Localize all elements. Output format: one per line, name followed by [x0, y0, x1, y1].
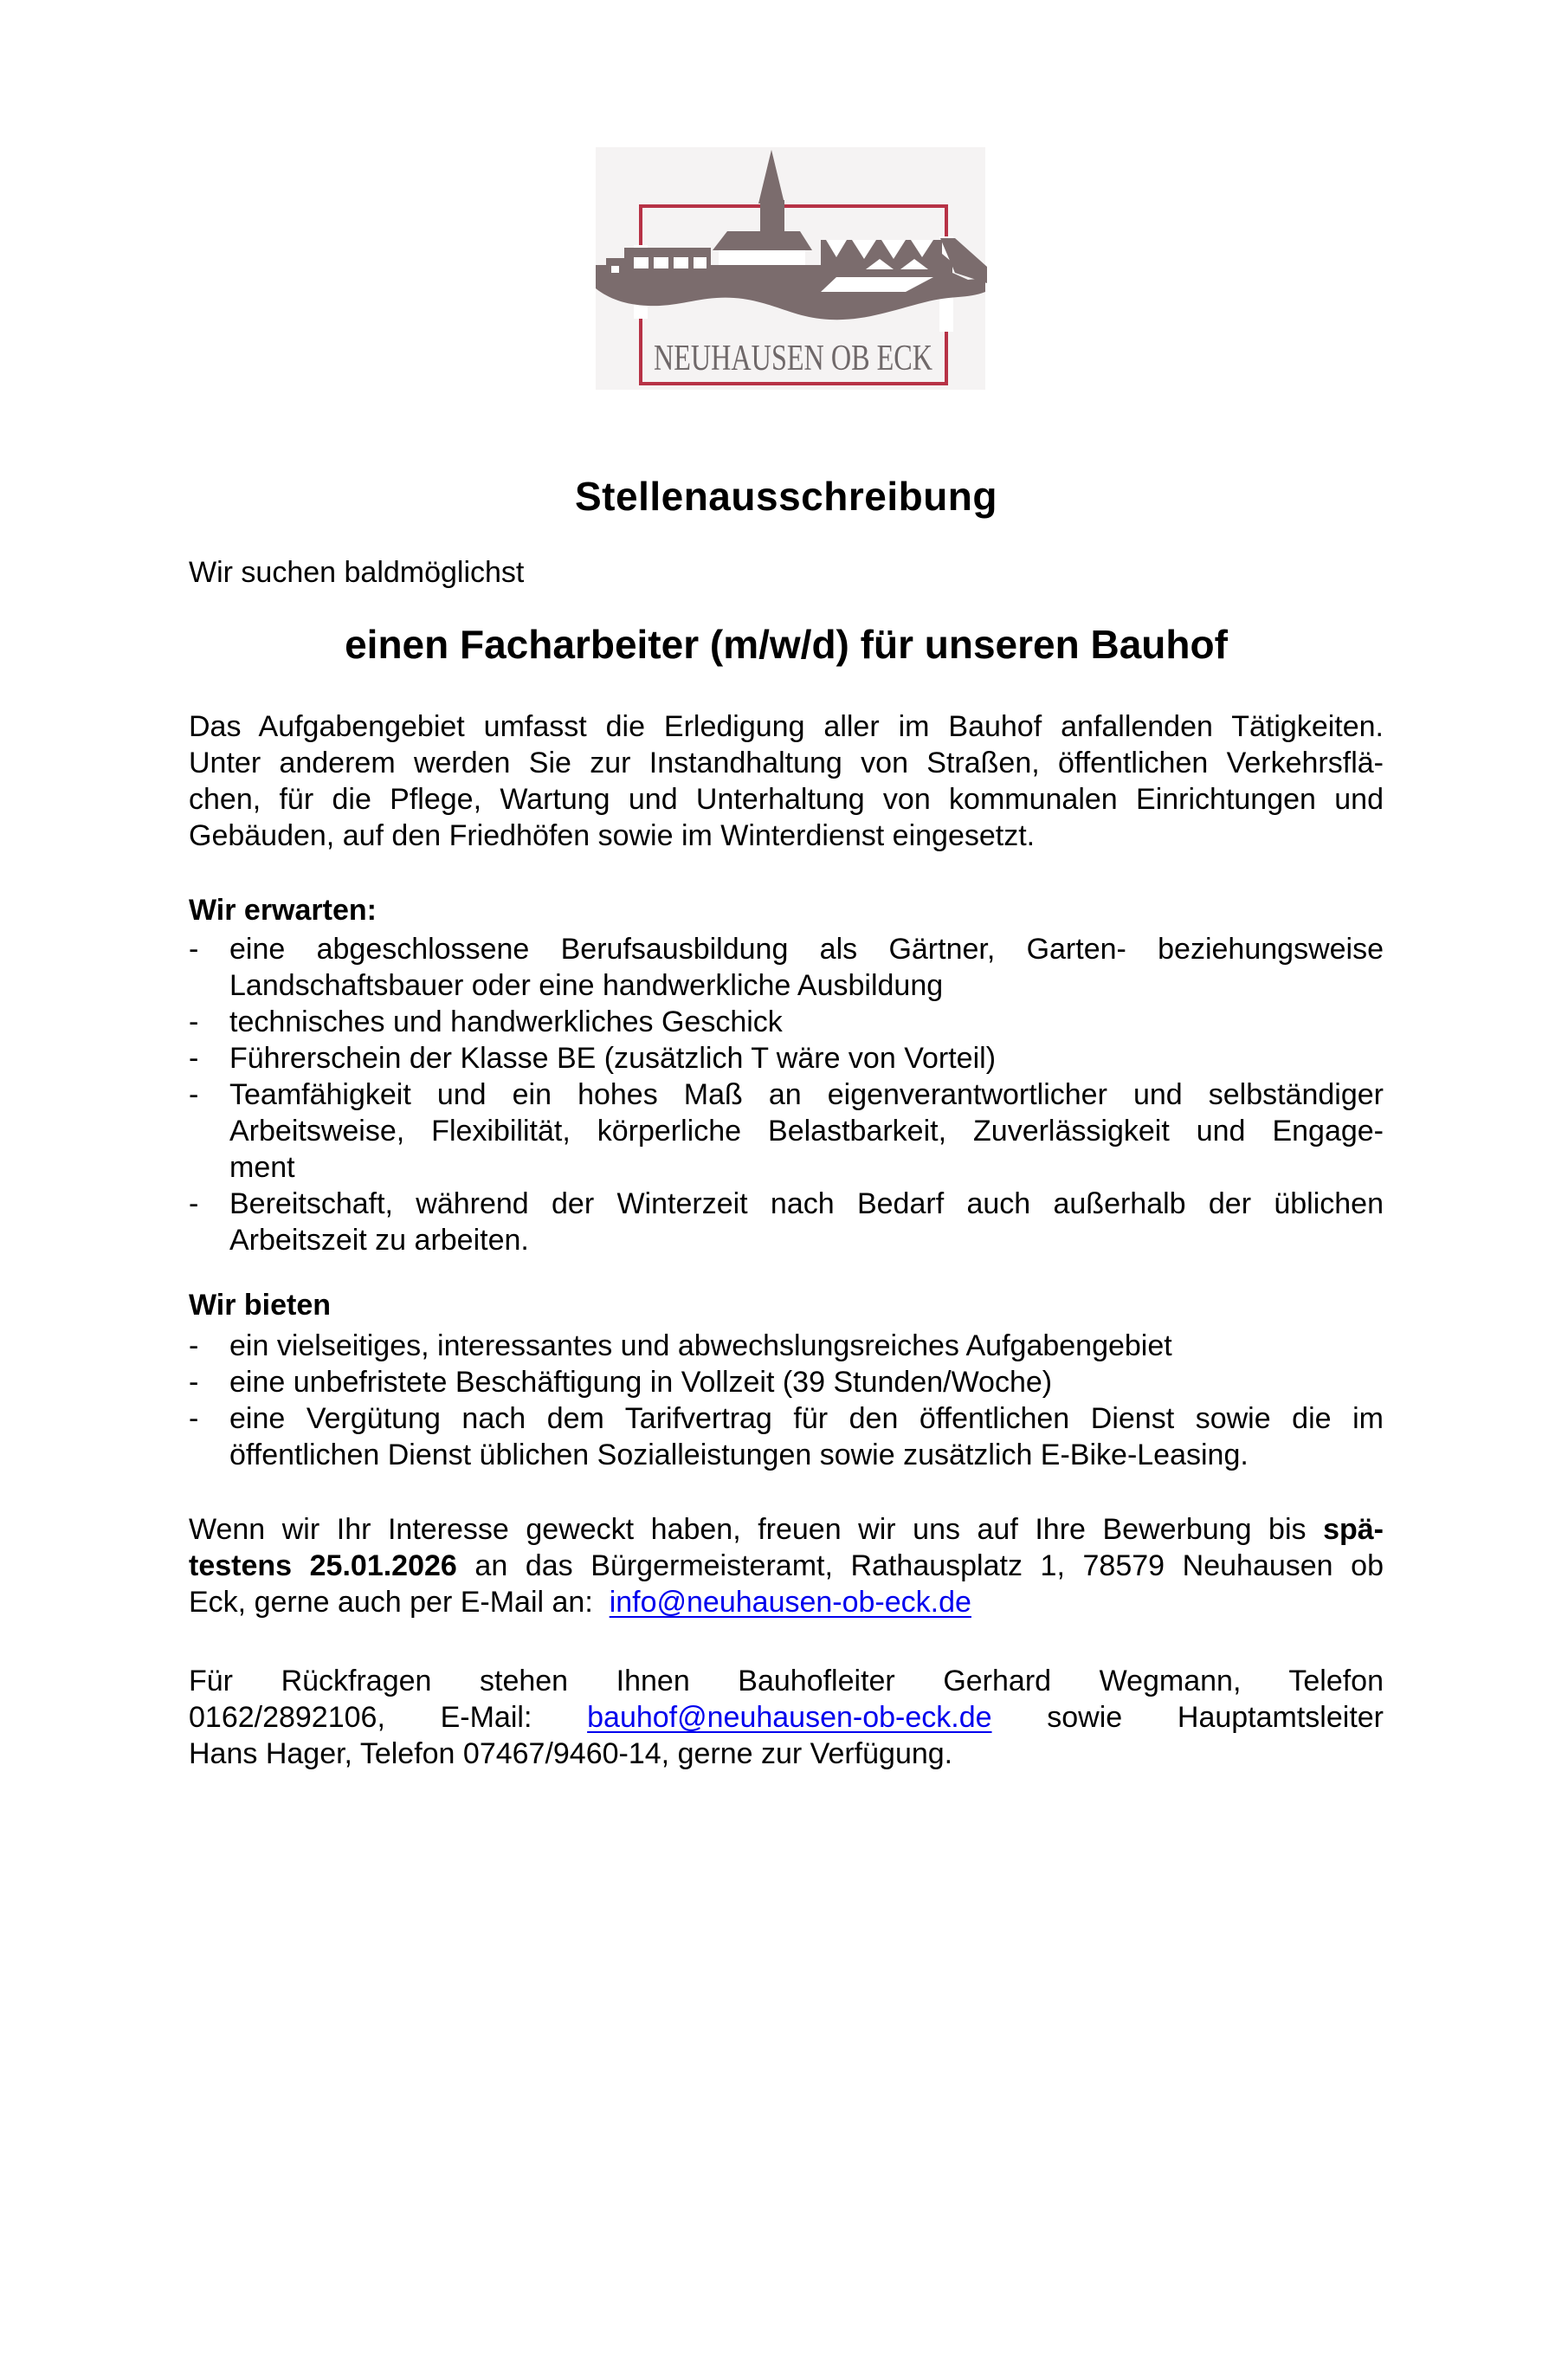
bullet-dash: -: [189, 933, 199, 966]
list-item: [189, 1328, 1384, 1364]
list-item: [189, 1040, 1384, 1077]
tasks-paragraph: [189, 708, 1384, 854]
municipality-logo: [561, 143, 1011, 403]
list-item-line: technisches und handwerkliches Geschick: [229, 1005, 783, 1038]
list-item-line: eine unbefristete Beschäftigung in Vollzeit (39 Stunden/Woche): [229, 1366, 1053, 1399]
bullet-dash: -: [189, 1078, 199, 1111]
logo-caption: NEUHAUSEN OB ECK: [654, 339, 932, 378]
list-item: [189, 931, 1384, 1004]
application-text: Wenn wir Ihr Interesse geweckt haben, freuen wir uns auf Ihre Bewerbung bis: [189, 1513, 1324, 1546]
list-item-line: eine Vergütung nach dem Tarifvertrag für den öffentlichen Dienst sowie die im: [229, 1402, 1384, 1435]
list-item-line: Teamfähigkeit und ein hohes Maß an eigenverantwortlicher und selbständiger: [229, 1078, 1384, 1111]
list-item: [189, 1364, 1384, 1400]
bullet-dash: -: [189, 1402, 199, 1435]
list-item-line: ment: [229, 1151, 295, 1184]
list-item-body: [229, 1077, 1384, 1186]
window-slit: [654, 257, 668, 268]
list-item-line: Landschaftsbauer oder eine handwerkliche Ausbildung: [229, 969, 944, 1002]
paragraph-line: Gebäuden, auf den Friedhöfen sowie im Winterdienst eingesetzt.: [189, 819, 1036, 852]
expectations-heading: Wir erwarten:: [189, 894, 377, 927]
list-item-body: [229, 1004, 1384, 1040]
document-page: [0, 143, 1568, 2360]
application-text: Eck, gerne auch per E-Mail an:: [189, 1586, 610, 1619]
list-item-line: Führerschein der Klasse BE (zusätzlich T wäre von Vorteil): [229, 1042, 997, 1075]
application-paragraph: [189, 1511, 1384, 1620]
list-item-line: öffentlichen Dienst üblichen Sozialleistungen sowie zusätzlich E-Bike-Leasing.: [229, 1439, 1249, 1471]
position-title: einen Facharbeiter (m/w/d) für unseren Bauhof: [345, 622, 1228, 667]
paragraph-line: [189, 1699, 1384, 1736]
bullet-dash: -: [189, 1005, 199, 1038]
window-slit: [694, 257, 707, 268]
list-item-body: [229, 1040, 1384, 1077]
church-wall: [719, 250, 805, 265]
list-item-body: [229, 1400, 1384, 1473]
list-item: [189, 1186, 1384, 1258]
list-item-line: Arbeitsweise, Flexibilität, körperliche Belastbarkeit, Zuverlässigkeit und Engage-: [229, 1115, 1384, 1148]
page-title: Stellenausschreibung: [574, 474, 997, 519]
paragraph-line: [189, 1584, 1384, 1620]
window-slit: [674, 257, 688, 268]
email-link-bauhof[interactable]: bauhof@neuhausen-ob-eck.de: [587, 1701, 992, 1734]
contact-text: sowie Hauptamtsleiter: [991, 1701, 1384, 1734]
list-item: [189, 1077, 1384, 1186]
church-roof: [713, 231, 812, 250]
paragraph-line: Für Rückfragen stehen Ihnen Bauhofleiter Gerhard Wegmann, Telefon: [189, 1665, 1384, 1697]
paragraph-line: Unter anderem werden Sie zur Instandhaltung von Straßen, öffentlichen Verkehrsflä-: [189, 747, 1384, 779]
paragraph-line: [189, 1548, 1384, 1584]
application-text: an das Bürgermeisteramt, Rathausplatz 1, 78579 Neuhausen ob: [456, 1549, 1384, 1582]
contact-text: 0162/2892106, E-Mail:: [189, 1701, 588, 1734]
paragraph-line: Das Aufgabengebiet umfasst die Erledigung aller im Bauhof anfallenden Tätigkeiten.: [189, 710, 1384, 743]
list-item: [189, 1004, 1384, 1040]
list-item-line: Arbeitszeit zu arbeiten.: [229, 1224, 529, 1257]
bullet-dash: -: [189, 1187, 199, 1220]
church-tower: [760, 200, 784, 235]
bullet-dash: -: [189, 1366, 199, 1399]
list-item-line: Bereitschaft, während der Winterzeit nach Bedarf auch außerhalb der üblichen: [229, 1187, 1384, 1220]
village-logo-image: [561, 143, 1011, 403]
list-item-body: [229, 931, 1384, 1004]
bullet-dash: -: [189, 1042, 199, 1075]
offer-heading: Wir bieten: [189, 1289, 332, 1322]
list-item-body: [229, 1186, 1384, 1258]
window-slit: [634, 257, 648, 268]
list-item: [189, 1400, 1384, 1473]
offer-list: [189, 1328, 1384, 1473]
paragraph-line: chen, für die Pflege, Wartung und Unterhaltung von kommunalen Einrichtungen und: [189, 783, 1384, 816]
deadline-emphasis: spä-: [1323, 1513, 1384, 1546]
deadline-emphasis: testens 25.01.2026: [189, 1549, 457, 1582]
bullet-dash: -: [189, 1329, 199, 1362]
contact-paragraph: [189, 1663, 1384, 1772]
list-item-body: [229, 1328, 1384, 1364]
list-item-line: eine abgeschlossene Berufsausbildung als Gärtner, Garten- beziehungsweise: [229, 933, 1384, 966]
list-item-line: ein vielseitiges, interessantes und abwechslungsreiches Aufgabengebiet: [229, 1329, 1172, 1362]
email-link-info[interactable]: info@neuhausen-ob-eck.de: [609, 1586, 971, 1619]
paragraph-line: Hans Hager, Telefon 07467/9460-14, gerne zur Verfügung.: [189, 1737, 953, 1770]
expectations-list: [189, 931, 1384, 1258]
paragraph-line: [189, 1511, 1384, 1548]
door-notch: [611, 266, 619, 273]
list-item-body: [229, 1364, 1384, 1400]
intro-line: Wir suchen baldmöglichst: [189, 556, 525, 589]
